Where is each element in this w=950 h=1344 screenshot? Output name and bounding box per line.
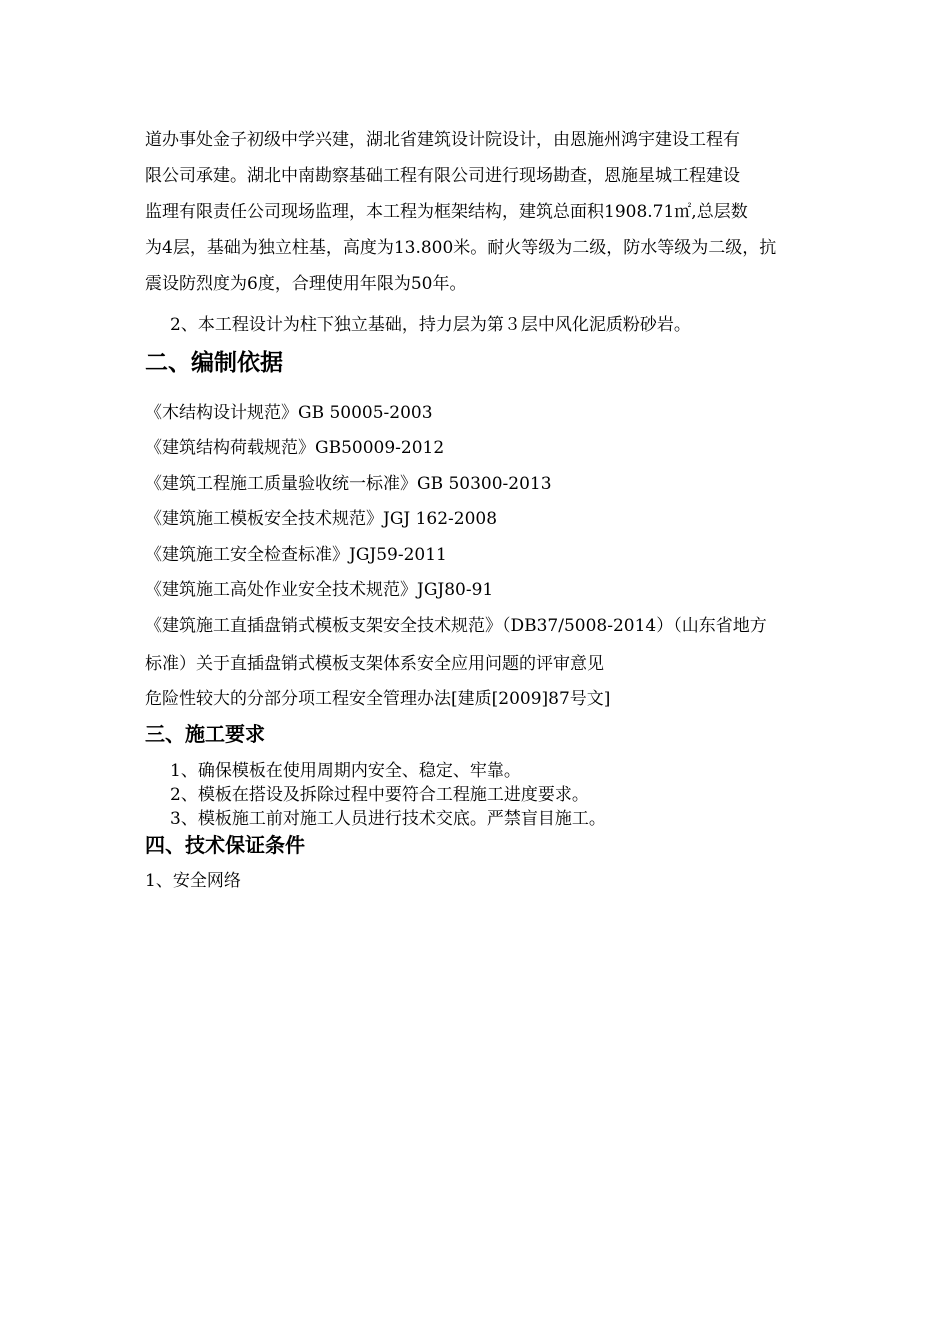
intro-line-4: 为4层，基础为独立柱基，高度为13.800米。耐火等级为二级，防水等级为二级，抗 [145,238,777,258]
intro-line-5: 震设防烈度为6度，合理使用年限为50年。 [145,274,467,294]
intro-line-1: 道办事处金子初级中学兴建，湖北省建筑设计院设计，由恩施州鸿宇建设工程有 [145,130,740,150]
reference-item: 《建筑结构荷载规范》GB50009-2012 [145,438,445,458]
reference-item: 标准）关于直插盘销式模板支架体系安全应用问题的评审意见 [145,654,604,674]
requirement-item: 3、模板施工前对施工人员进行技术交底。严禁盲目施工。 [170,809,606,829]
section-heading-technical-guarantee: 四、技术保证条件 [145,833,305,857]
reference-item: 《建筑施工直插盘销式模板支架安全技术规范》（DB37/5008-2014）（山东省地方 [145,616,767,636]
reference-item: 《建筑施工高处作业安全技术规范》JGJ80-91 [145,580,494,600]
section-heading-basis: 二、编制依据 [145,350,283,376]
section-heading-requirements: 三、施工要求 [145,722,265,746]
technical-item: 1、安全网络 [145,871,241,891]
reference-item: 危险性较大的分部分项工程安全管理办法[建质[2009]87号文] [145,689,611,709]
requirement-item: 2、模板在搭设及拆除过程中要符合工程施工进度要求。 [170,785,589,805]
intro-line-3: 监理有限责任公司现场监理，本工程为框架结构，建筑总面积1908.71㎡,总层数 [145,202,748,222]
reference-item: 《建筑施工安全检查标准》JGJ59-2011 [145,545,447,565]
reference-item: 《建筑施工模板安全技术规范》JGJ 162-2008 [145,509,498,529]
intro-item-2: 2、本工程设计为柱下独立基础，持力层为第３层中风化泥质粉砂岩。 [170,315,691,335]
reference-item: 《建筑工程施工质量验收统一标准》GB 50300-2013 [145,474,552,494]
intro-line-2: 限公司承建。湖北中南勘察基础工程有限公司进行现场勘查，恩施星城工程建设 [145,166,740,186]
requirement-item: 1、确保模板在使用周期内安全、稳定、牢靠。 [170,761,521,781]
reference-item: 《木结构设计规范》GB 50005-2003 [145,403,433,423]
